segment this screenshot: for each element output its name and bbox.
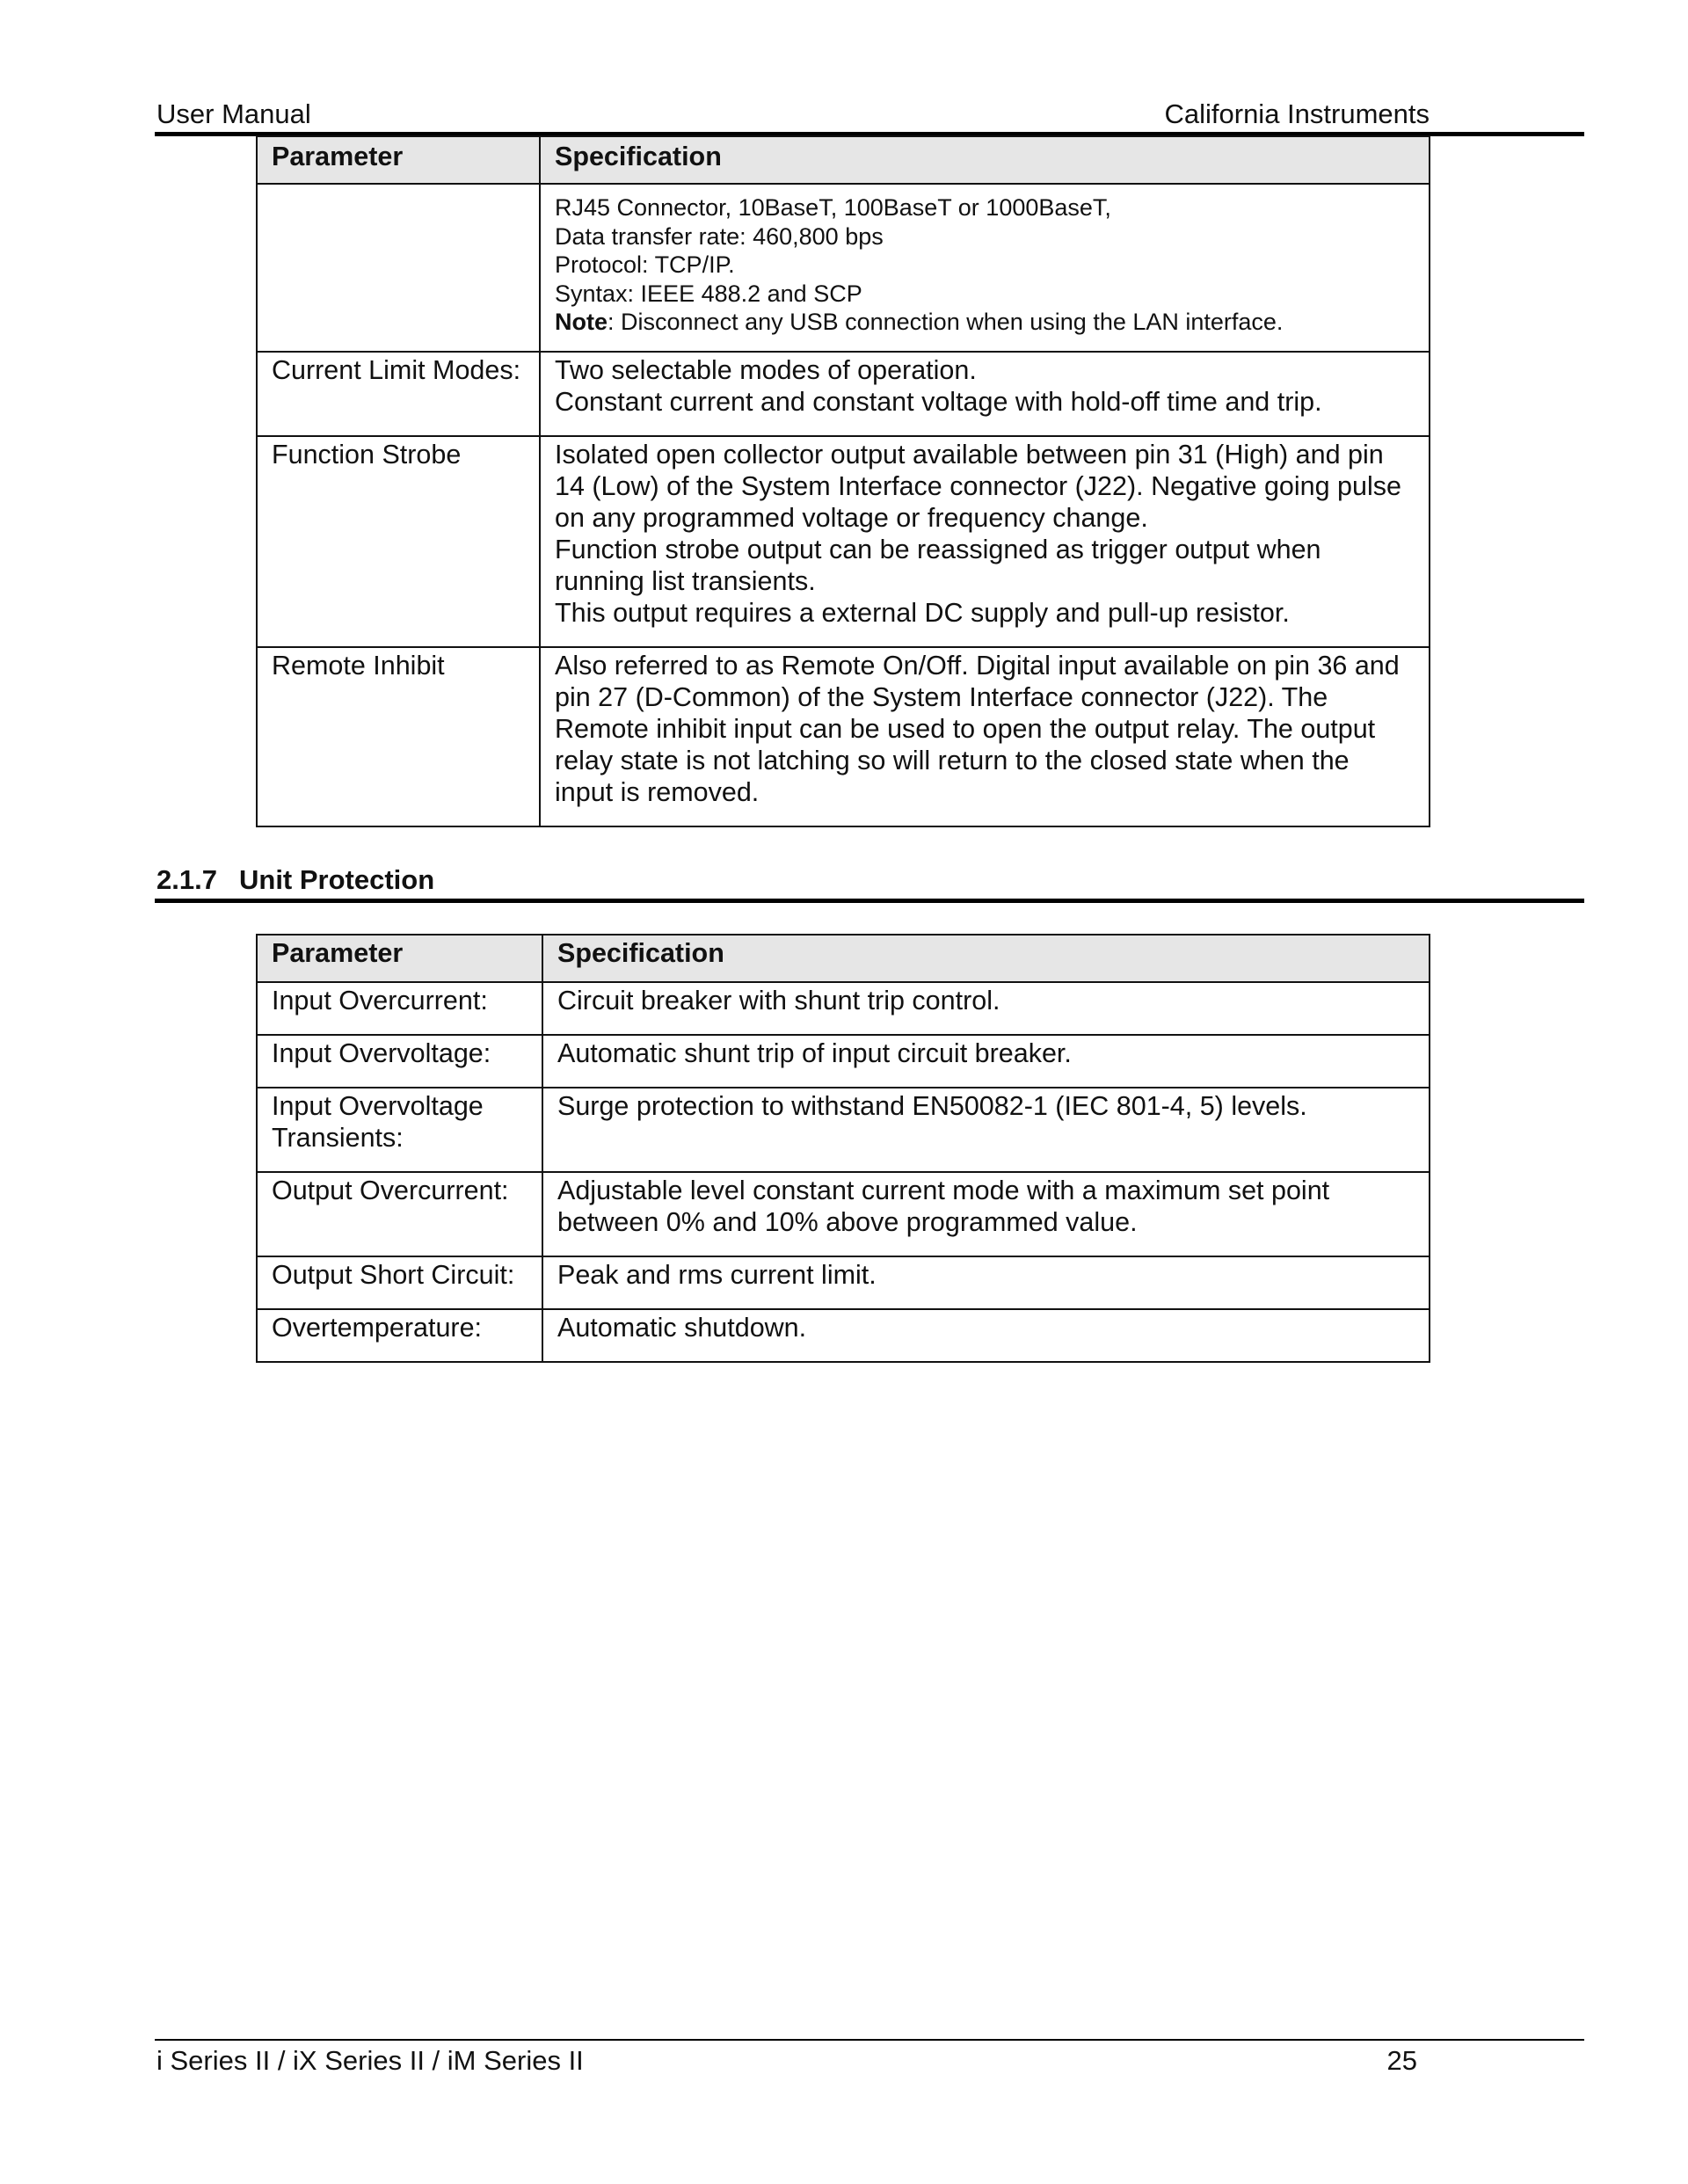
note-text: : Disconnect any USB connection when using the LAN interface. (608, 309, 1284, 335)
unit-protection-table (256, 934, 1430, 1363)
parameter-cell: Input Overvoltage: (257, 1035, 542, 1088)
section-rule (155, 899, 1584, 903)
spec-line: Protocol: TCP/IP. (555, 251, 735, 278)
table-row (257, 352, 1430, 436)
table-row (257, 1309, 1430, 1362)
parameter-cell: Current Limit Modes: (257, 352, 540, 436)
table-row (257, 647, 1430, 826)
parameter-cell: Output Overcurrent: (257, 1172, 542, 1256)
column-header-specification: Specification (542, 935, 1430, 982)
spec-line: Constant current and constant voltage with hold-off time and trip. (555, 386, 1322, 417)
parameter-cell: Output Short Circuit: (257, 1256, 542, 1309)
table-row (257, 184, 1430, 352)
section-number: 2.1.7 (156, 864, 217, 895)
spec-line: Isolated open collector output available between pin 31 (High) and pin 14 (Low) of the System Interface connector (J22). Negative going pulse on any programmed voltage or frequency change. (555, 439, 1401, 533)
spec-line: RJ45 Connector, 10BaseT, 100BaseT or 1000BaseT, (555, 194, 1111, 221)
spec-line: Syntax: IEEE 488.2 and SCP (555, 280, 862, 307)
parameter-cell (257, 184, 540, 352)
header-company: California Instruments (1164, 98, 1430, 129)
footer-product-series: i Series II / iX Series II / iM Series II (156, 2045, 584, 2076)
spec-note (555, 308, 1415, 337)
table-row (257, 982, 1430, 1035)
specification-cell: Automatic shutdown. (542, 1309, 1430, 1362)
table-row (257, 1172, 1430, 1256)
spec-line: Function strobe output can be reassigned as trigger output when running list transients. (555, 534, 1321, 596)
table-row (257, 436, 1430, 647)
table-header-row (257, 136, 1430, 184)
column-header-parameter: Parameter (257, 136, 540, 184)
table-row (257, 1088, 1430, 1172)
specification-cell (540, 436, 1430, 647)
parameter-cell: Overtemperature: (257, 1309, 542, 1362)
specification-cell (540, 184, 1430, 352)
footer-rule (155, 2039, 1584, 2041)
parameter-cell: Function Strobe (257, 436, 540, 647)
table-header-row (257, 935, 1430, 982)
parameter-cell: Input Overcurrent: (257, 982, 542, 1035)
specification-cell (540, 647, 1430, 826)
spec-line: Data transfer rate: 460,800 bps (555, 222, 884, 250)
specification-cell: Circuit breaker with shunt trip control. (542, 982, 1430, 1035)
parameter-cell: Input Overvoltage Transients: (257, 1088, 542, 1172)
specification-cell: Adjustable level constant current mode with a maximum set point between 0% and 10% above programmed value. (542, 1172, 1430, 1256)
column-header-specification: Specification (540, 136, 1430, 184)
parameter-cell: Remote Inhibit (257, 647, 540, 826)
specification-cell: Automatic shunt trip of input circuit breaker. (542, 1035, 1430, 1088)
table-row (257, 1256, 1430, 1309)
specification-cell: Peak and rms current limit. (542, 1256, 1430, 1309)
note-label: Note (555, 309, 608, 335)
column-header-parameter: Parameter (257, 935, 542, 982)
page-number: 25 (1386, 2045, 1417, 2076)
header-doc-title: User Manual (156, 98, 311, 129)
spec-line: This output requires a external DC supply and pull-up resistor. (555, 597, 1290, 628)
table-row (257, 1035, 1430, 1088)
section-title: Unit Protection (239, 864, 435, 895)
section-heading (156, 864, 434, 896)
specification-cell (540, 352, 1430, 436)
specification-cell: Surge protection to withstand EN50082-1 (IEC 801-4, 5) levels. (542, 1088, 1430, 1172)
spec-table-continued (256, 135, 1430, 827)
spec-line: Two selectable modes of operation. (555, 354, 977, 385)
spec-line: Also referred to as Remote On/Off. Digital input available on pin 36 and pin 27 (D-Common) of the System Interface connector (J22). The Remote inhibit input can be used to open the output relay. The output relay state is not latching so will return to the closed state when the input is removed. (555, 650, 1400, 807)
